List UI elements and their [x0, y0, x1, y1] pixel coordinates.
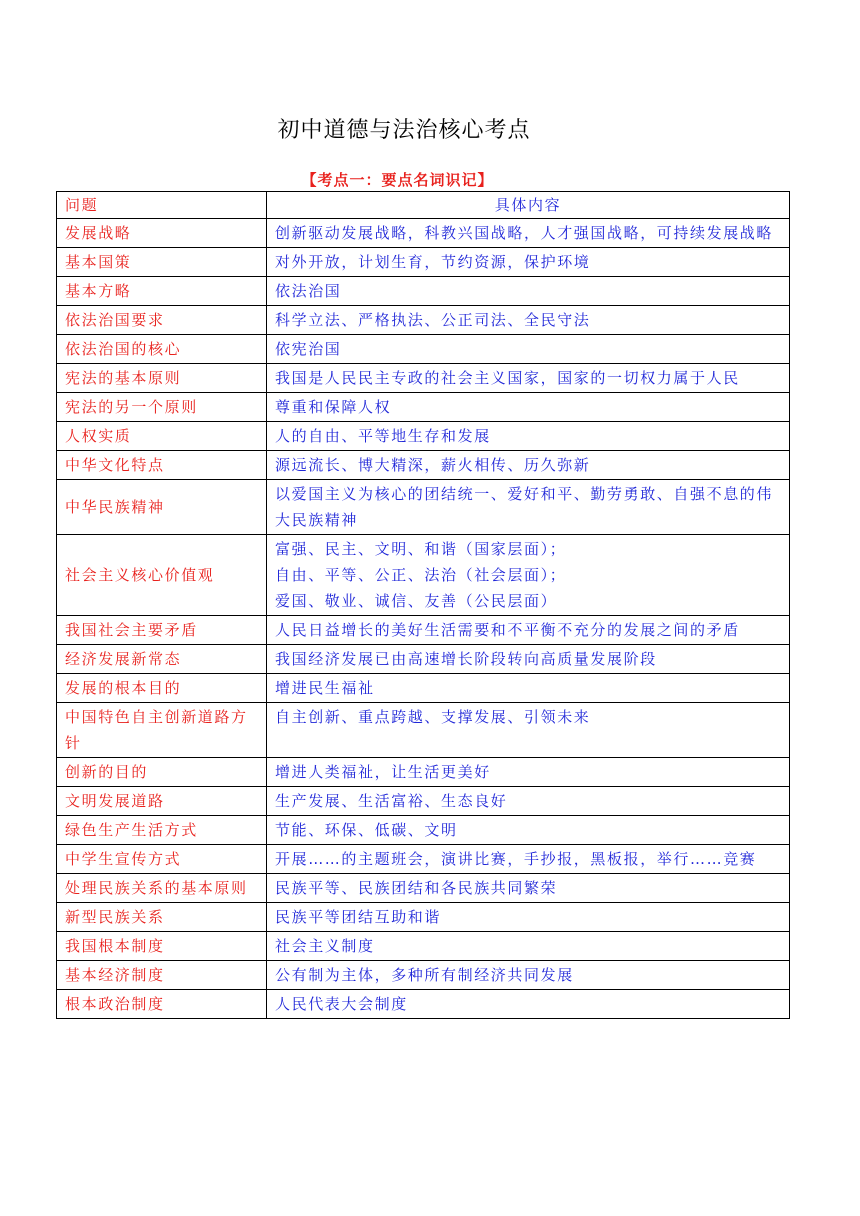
table-row — [57, 961, 790, 990]
table-row — [57, 845, 790, 874]
question-cell: 宪法的基本原则 — [57, 364, 267, 393]
content-cell: 创新驱动发展战略，科教兴国战略，人才强国战略，可持续发展战略 — [267, 219, 790, 248]
content-cell: 依宪治国 — [267, 335, 790, 364]
table-row — [57, 535, 790, 616]
content-line: 富强、民主、文明、和谐（国家层面）； — [275, 540, 567, 558]
question-cell: 基本国策 — [57, 248, 267, 277]
content-cell: 自主创新、重点跨越、支撑发展、引领未来 — [267, 703, 790, 758]
table-row — [57, 451, 790, 480]
content-cell: 对外开放，计划生育，节约资源，保护环境 — [267, 248, 790, 277]
question-cell: 中国特色自主创新道路方针 — [57, 703, 267, 758]
question-cell: 发展的根本目的 — [57, 674, 267, 703]
question-cell: 中华民族精神 — [57, 480, 267, 535]
question-cell: 中学生宣传方式 — [57, 845, 267, 874]
question-cell: 基本经济制度 — [57, 961, 267, 990]
question-cell: 我国根本制度 — [57, 932, 267, 961]
table-row — [57, 277, 790, 306]
content-cell: 尊重和保障人权 — [267, 393, 790, 422]
content-cell: 增进人类福祉，让生活更美好 — [267, 758, 790, 787]
table-row — [57, 219, 790, 248]
content-cell: 依法治国 — [267, 277, 790, 306]
table-row — [57, 816, 790, 845]
table-row — [57, 616, 790, 645]
table-row — [57, 758, 790, 787]
content-cell: 我国经济发展已由高速增长阶段转向高质量发展阶段 — [267, 645, 790, 674]
question-cell: 创新的目的 — [57, 758, 267, 787]
table-row — [57, 674, 790, 703]
content-cell: 社会主义制度 — [267, 932, 790, 961]
question-cell: 宪法的另一个原则 — [57, 393, 267, 422]
question-cell: 根本政治制度 — [57, 990, 267, 1019]
question-cell: 发展战略 — [57, 219, 267, 248]
page-title: 初中道德与法治核心考点 — [277, 118, 531, 143]
content-cell: 民族平等团结互助和谐 — [267, 903, 790, 932]
content-cell: 节能、环保、低碳、文明 — [267, 816, 790, 845]
table-row — [57, 903, 790, 932]
content-cell: 源远流长、博大精深，薪火相传、历久弥新 — [267, 451, 790, 480]
content-cell: 人的自由、平等地生存和发展 — [267, 422, 790, 451]
content-cell: 我国是人民民主专政的社会主义国家，国家的一切权力属于人民 — [267, 364, 790, 393]
table-row — [57, 422, 790, 451]
section-heading: 【考点一：要点名词识记】 — [301, 171, 494, 189]
question-cell: 人权实质 — [57, 422, 267, 451]
question-cell: 中华文化特点 — [57, 451, 267, 480]
question-cell: 社会主义核心价值观 — [57, 535, 267, 616]
header-content: 具体内容 — [267, 192, 790, 219]
table-row — [57, 990, 790, 1019]
content-cell: 民族平等、民族团结和各民族共同繁荣 — [267, 874, 790, 903]
table-row — [57, 335, 790, 364]
question-cell: 处理民族关系的基本原则 — [57, 874, 267, 903]
content-line: 爱国、敬业、诚信、友善（公民层面） — [275, 592, 558, 610]
content-cell: 人民代表大会制度 — [267, 990, 790, 1019]
question-cell: 基本方略 — [57, 277, 267, 306]
question-cell: 文明发展道路 — [57, 787, 267, 816]
content-cell: 人民日益增长的美好生活需要和不平衡不充分的发展之间的矛盾 — [267, 616, 790, 645]
table-row — [57, 787, 790, 816]
table-row — [57, 248, 790, 277]
content-cell: 科学立法、严格执法、公正司法、全民守法 — [267, 306, 790, 335]
content-cell: 生产发展、生活富裕、生态良好 — [267, 787, 790, 816]
table-header-row — [57, 192, 790, 219]
question-cell: 依法治国的核心 — [57, 335, 267, 364]
content-line: 自由、平等、公正、法治（社会层面）； — [275, 566, 567, 584]
table-row — [57, 480, 790, 535]
question-cell: 我国社会主要矛盾 — [57, 616, 267, 645]
question-cell: 经济发展新常态 — [57, 645, 267, 674]
content-cell: 增进民生福祉 — [267, 674, 790, 703]
question-cell: 依法治国要求 — [57, 306, 267, 335]
header-question: 问题 — [57, 192, 267, 219]
table-row — [57, 306, 790, 335]
content-cell — [267, 535, 790, 616]
table-row — [57, 645, 790, 674]
question-cell: 绿色生产生活方式 — [57, 816, 267, 845]
table-row — [57, 364, 790, 393]
table-row — [57, 703, 790, 758]
table-row — [57, 874, 790, 903]
content-cell: 开展……的主题班会，演讲比赛，手抄报，黑板报，举行……竞赛 — [267, 845, 790, 874]
table-row — [57, 932, 790, 961]
content-cell: 公有制为主体，多种所有制经济共同发展 — [267, 961, 790, 990]
content-cell: 以爱国主义为核心的团结统一、爱好和平、勤劳勇敢、自强不息的伟大民族精神 — [267, 480, 790, 535]
key-points-table — [56, 191, 790, 1019]
table-row — [57, 393, 790, 422]
question-cell: 新型民族关系 — [57, 903, 267, 932]
